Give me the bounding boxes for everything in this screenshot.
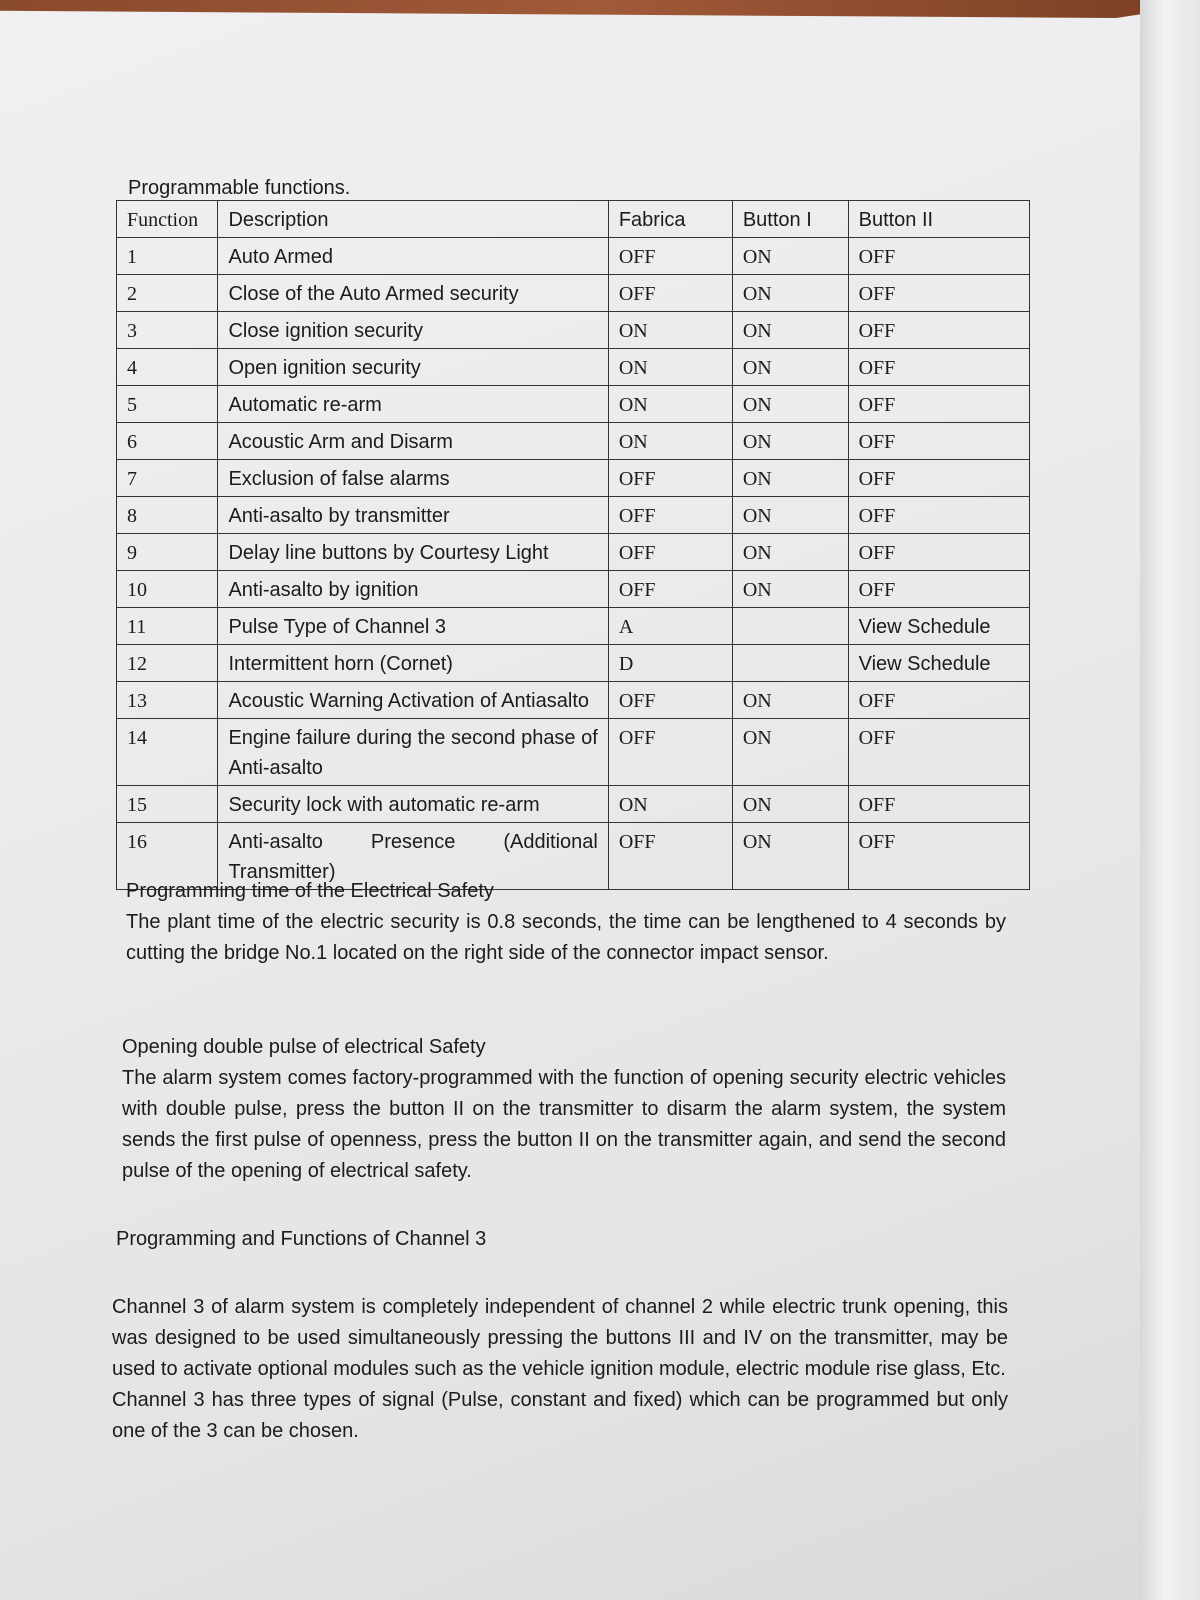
button-i-value: ON <box>732 571 848 608</box>
fabrica-value: A <box>608 608 732 645</box>
column-header: Fabrica <box>608 201 732 238</box>
button-ii-value: OFF <box>848 238 1029 275</box>
description: Engine failure during the second phase of Anti-asalto <box>218 719 608 786</box>
table-row <box>117 386 1030 423</box>
description: Automatic re-arm <box>218 386 608 423</box>
button-ii-value: OFF <box>848 682 1029 719</box>
section-electrical-safety-time <box>126 876 1006 969</box>
fabrica-value: D <box>608 645 732 682</box>
button-i-value: ON <box>732 823 848 890</box>
column-header: Description <box>218 201 608 238</box>
table-row <box>117 719 1030 786</box>
button-i-value: ON <box>732 349 848 386</box>
description: Acoustic Arm and Disarm <box>218 423 608 460</box>
section-channel3-title: Programming and Functions of Channel 3 <box>116 1228 487 1250</box>
section-body: The alarm system comes factory-programmed with the function of opening security electric vehicles with double pulse, press the button II on the transmitter to disarm the alarm system, the system sends the first pulse of openness, press the button II on the transmitter again, and send the second pulse of the opening of electrical safety. <box>122 1067 1006 1182</box>
section-channel3-body <box>112 1292 1008 1447</box>
section-double-pulse <box>122 1032 1006 1187</box>
description: Anti-asalto Presence (Additional Transmitter) <box>218 823 608 890</box>
button-i-value <box>732 608 848 645</box>
table-row <box>117 497 1030 534</box>
description: Anti-asalto by ignition <box>218 571 608 608</box>
function-number: 6 <box>117 423 218 460</box>
column-header: Button I <box>732 201 848 238</box>
table-row <box>117 460 1030 497</box>
function-number: 9 <box>117 534 218 571</box>
button-ii-value: OFF <box>848 423 1029 460</box>
fabrica-value: ON <box>608 786 732 823</box>
paragraph: Channel 3 of alarm system is completely independent of channel 2 while electric trunk opening, this was designed to be used simultaneously pressing the buttons III and IV on the transmitter, may be used to activate optional modules such as the vehicle ignition module, electric module rise glass, Etc. <box>112 1296 1008 1380</box>
table-row <box>117 238 1030 275</box>
button-i-value <box>732 645 848 682</box>
fabrica-value: OFF <box>608 682 732 719</box>
button-ii-value: View Schedule <box>848 645 1029 682</box>
button-ii-value: OFF <box>848 497 1029 534</box>
description: Delay line buttons by Courtesy Light <box>218 534 608 571</box>
button-ii-value: OFF <box>848 571 1029 608</box>
function-number: 15 <box>117 786 218 823</box>
table-row <box>117 571 1030 608</box>
button-ii-value: OFF <box>848 786 1029 823</box>
button-i-value: ON <box>732 719 848 786</box>
fabrica-value: OFF <box>608 460 732 497</box>
table-row <box>117 608 1030 645</box>
fabrica-value: OFF <box>608 719 732 786</box>
button-ii-value: OFF <box>848 386 1029 423</box>
table-row <box>117 349 1030 386</box>
description: Open ignition security <box>218 349 608 386</box>
fabrica-value: OFF <box>608 823 732 890</box>
fabrica-value: ON <box>608 312 732 349</box>
function-number: 8 <box>117 497 218 534</box>
button-i-value: ON <box>732 238 848 275</box>
function-number: 16 <box>117 823 218 890</box>
table-caption: Programmable functions. <box>128 177 351 199</box>
button-ii-value: OFF <box>848 460 1029 497</box>
function-number: 2 <box>117 275 218 312</box>
button-i-value: ON <box>732 682 848 719</box>
programmable-functions-table <box>116 200 1030 890</box>
table-row <box>117 275 1030 312</box>
table-row <box>117 534 1030 571</box>
button-i-value: ON <box>732 423 848 460</box>
paragraph: Channel 3 has three types of signal (Pulse, constant and fixed) which can be programmed but only one of the 3 can be chosen. <box>112 1389 1008 1442</box>
description: Exclusion of false alarms <box>218 460 608 497</box>
function-number: 3 <box>117 312 218 349</box>
next-page-edge <box>1140 0 1200 1600</box>
section-title: Opening double pulse of electrical Safety <box>122 1036 486 1058</box>
button-i-value: ON <box>732 497 848 534</box>
fabrica-value: OFF <box>608 571 732 608</box>
table-row <box>117 682 1030 719</box>
button-i-value: ON <box>732 534 848 571</box>
button-ii-value: OFF <box>848 823 1029 890</box>
function-number: 5 <box>117 386 218 423</box>
button-ii-value: View Schedule <box>848 608 1029 645</box>
button-ii-value: OFF <box>848 719 1029 786</box>
description: Pulse Type of Channel 3 <box>218 608 608 645</box>
column-header: Button II <box>848 201 1029 238</box>
function-number: 11 <box>117 608 218 645</box>
fabrica-value: OFF <box>608 238 732 275</box>
button-ii-value: OFF <box>848 349 1029 386</box>
description: Intermittent horn (Cornet) <box>218 645 608 682</box>
button-i-value: ON <box>732 275 848 312</box>
column-header: Function <box>117 201 218 238</box>
table-surface-edge <box>0 0 1200 18</box>
description: Anti-asalto by transmitter <box>218 497 608 534</box>
fabrica-value: ON <box>608 349 732 386</box>
fabrica-value: ON <box>608 386 732 423</box>
function-number: 4 <box>117 349 218 386</box>
fabrica-value: OFF <box>608 534 732 571</box>
function-number: 10 <box>117 571 218 608</box>
function-number: 14 <box>117 719 218 786</box>
table-header-row <box>117 201 1030 238</box>
description: Security lock with automatic re-arm <box>218 786 608 823</box>
table-row <box>117 786 1030 823</box>
button-i-value: ON <box>732 386 848 423</box>
fabrica-value: OFF <box>608 275 732 312</box>
button-i-value: ON <box>732 312 848 349</box>
section-body: The plant time of the electric security is 0.8 seconds, the time can be lengthened to 4 seconds by cutting the bridge No.1 located on the right side of the connector impact sensor. <box>126 911 1006 964</box>
description: Acoustic Warning Activation of Antiasalto <box>218 682 608 719</box>
section-title: Programming time of the Electrical Safety <box>126 880 494 902</box>
table-row <box>117 312 1030 349</box>
button-i-value: ON <box>732 786 848 823</box>
table-row <box>117 645 1030 682</box>
description: Close ignition security <box>218 312 608 349</box>
table-row <box>117 423 1030 460</box>
button-ii-value: OFF <box>848 534 1029 571</box>
function-number: 13 <box>117 682 218 719</box>
button-ii-value: OFF <box>848 275 1029 312</box>
description: Close of the Auto Armed security <box>218 275 608 312</box>
function-number: 12 <box>117 645 218 682</box>
fabrica-value: OFF <box>608 497 732 534</box>
fabrica-value: ON <box>608 423 732 460</box>
button-i-value: ON <box>732 460 848 497</box>
button-ii-value: OFF <box>848 312 1029 349</box>
description: Auto Armed <box>218 238 608 275</box>
function-number: 7 <box>117 460 218 497</box>
function-number: 1 <box>117 238 218 275</box>
